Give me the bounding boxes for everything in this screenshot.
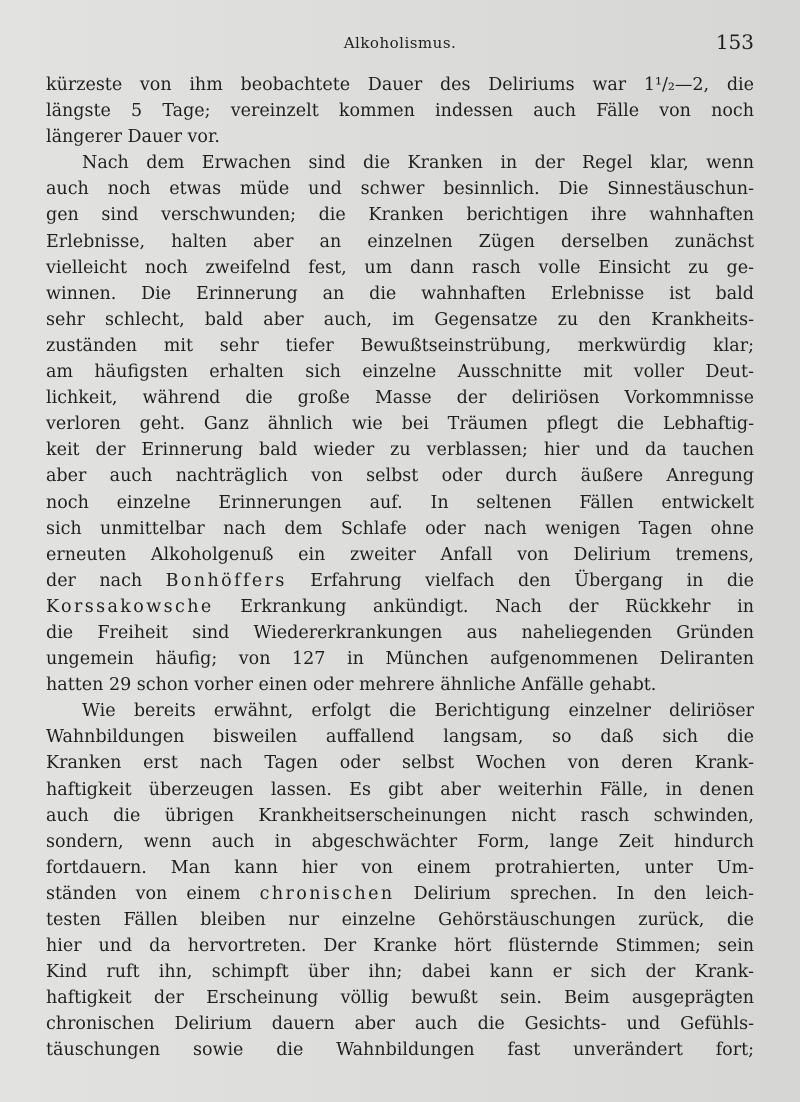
text-line: Wahnbildungen bisweilen auffallend langsam, so daß sich die	[46, 727, 754, 748]
text-line: keit der Erinnerung bald wieder zu verblassen; hier und da tauchen	[46, 440, 754, 461]
text-line: ungemein häufig; von 127 in München aufgenommenen Deliranten	[46, 649, 754, 670]
line-segment: der nach	[46, 570, 166, 591]
text-line: sehr schlecht, bald aber auch, im Gegensatze zu den Krankheits-	[46, 309, 754, 330]
line-segment: Delirium sprechen. In den leich-	[394, 883, 755, 904]
text-line: zuständen mit sehr tiefer Bewußtseinstrübung, merkwürdig klar;	[46, 335, 754, 356]
page-number: 153	[715, 30, 754, 54]
line-segment: ständen von einem	[46, 883, 260, 904]
text-line	[46, 881, 754, 907]
text-line	[46, 568, 754, 594]
text-line	[46, 594, 754, 620]
text-line: täuschungen sowie die Wahnbildungen fast unverändert fort;	[46, 1040, 754, 1061]
text-line: lichkeit, während die große Masse der deliriösen Vorkommnisse	[46, 388, 754, 409]
text-line: auch noch etwas müde und schwer besinnlich. Die Sinnestäuschun-	[46, 179, 754, 200]
text-line: Kind ruft ihn, schimpft über ihn; dabei kann er sich der Krank-	[46, 962, 754, 983]
body-text	[46, 72, 754, 1064]
text-line: haftigkeit überzeugen lassen. Es gibt aber weiterhin Fälle, in denen	[46, 779, 754, 800]
text-line: Wie bereits erwähnt, erfolgt die Berichtigung einzelner deliriöser	[82, 701, 754, 722]
running-header	[46, 30, 754, 60]
text-line: kürzeste von ihm beobachtete Dauer des Deliriums war 1¹/₂—2, die	[46, 75, 754, 95]
running-title: Alkoholismus.	[343, 34, 457, 52]
text-line: erneuten Alkoholgenuß ein zweiter Anfall von Delirium tremens,	[46, 544, 754, 565]
text-line: noch einzelne Erinnerungen auf. In seltenen Fällen entwickelt	[46, 492, 754, 513]
text-line: winnen. Die Erinnerung an die wahnhaften Erlebnisse ist bald	[46, 283, 754, 304]
text-line: chronischen Delirium dauern aber auch die Gesichts- und Gefühls-	[46, 1014, 754, 1035]
text-line: längerer Dauer vor.	[46, 127, 220, 148]
text-line: testen Fällen bleiben nur einzelne Gehörstäuschungen zurück, die	[46, 910, 754, 930]
spaced-name: Korssakowsche	[46, 596, 214, 617]
text-line: die Freiheit sind Wiedererkrankungen aus naheliegenden Gründen	[46, 622, 754, 643]
text-line: sondern, wenn auch in abgeschwächter Form, lange Zeit hindurch	[46, 831, 754, 852]
text-line: Kranken erst nach Tagen oder selbst Wochen von deren Krank-	[46, 753, 754, 774]
text-line: auch die übrigen Krankheitserscheinungen nicht rasch schwinden,	[46, 805, 754, 826]
text-line: haftigkeit der Erscheinung völlig bewußt sein. Beim ausgeprägten	[46, 988, 754, 1009]
text-line: Nach dem Erwachen sind die Kranken in der Regel klar, wenn	[82, 153, 754, 174]
text-line: gen sind verschwunden; die Kranken berichtigen ihre wahnhaften	[46, 205, 754, 226]
text-line: sich unmittelbar nach dem Schlafe oder nach wenigen Tagen ohne	[46, 518, 754, 539]
text-line: am häufigsten erhalten sich einzelne Ausschnitte mit voller Deut-	[46, 362, 754, 383]
spaced-name: chronischen	[259, 883, 395, 904]
text-line: hatten 29 schon vorher einen oder mehrere ähnliche Anfälle gehabt.	[46, 675, 657, 696]
text-line: längste 5 Tage; vereinzelt kommen indessen auch Fälle von noch	[46, 101, 754, 122]
text-line: Erlebnisse, halten aber an einzelnen Zügen derselben zunächst	[46, 231, 754, 252]
spaced-name: Bonhöffers	[165, 570, 287, 591]
line-segment: Erkrankung ankündigt. Nach der Rückkehr in	[213, 596, 754, 617]
text-line: fortdauern. Man kann hier von einem protrahierten, unter Um-	[46, 857, 754, 878]
line-segment: Erfahrung vielfach den Übergang in die	[286, 570, 754, 591]
text-line: verloren geht. Ganz ähnlich wie bei Träumen pflegt die Lebhaftig-	[46, 414, 754, 435]
text-line: aber auch nachträglich von selbst oder durch äußere Anregung	[46, 466, 754, 487]
text-line: hier und da hervortreten. Der Kranke hört flüsternde Stimmen; sein	[46, 936, 754, 957]
text-line: vielleicht noch zweifelnd fest, um dann rasch volle Einsicht zu ge-	[46, 257, 754, 278]
